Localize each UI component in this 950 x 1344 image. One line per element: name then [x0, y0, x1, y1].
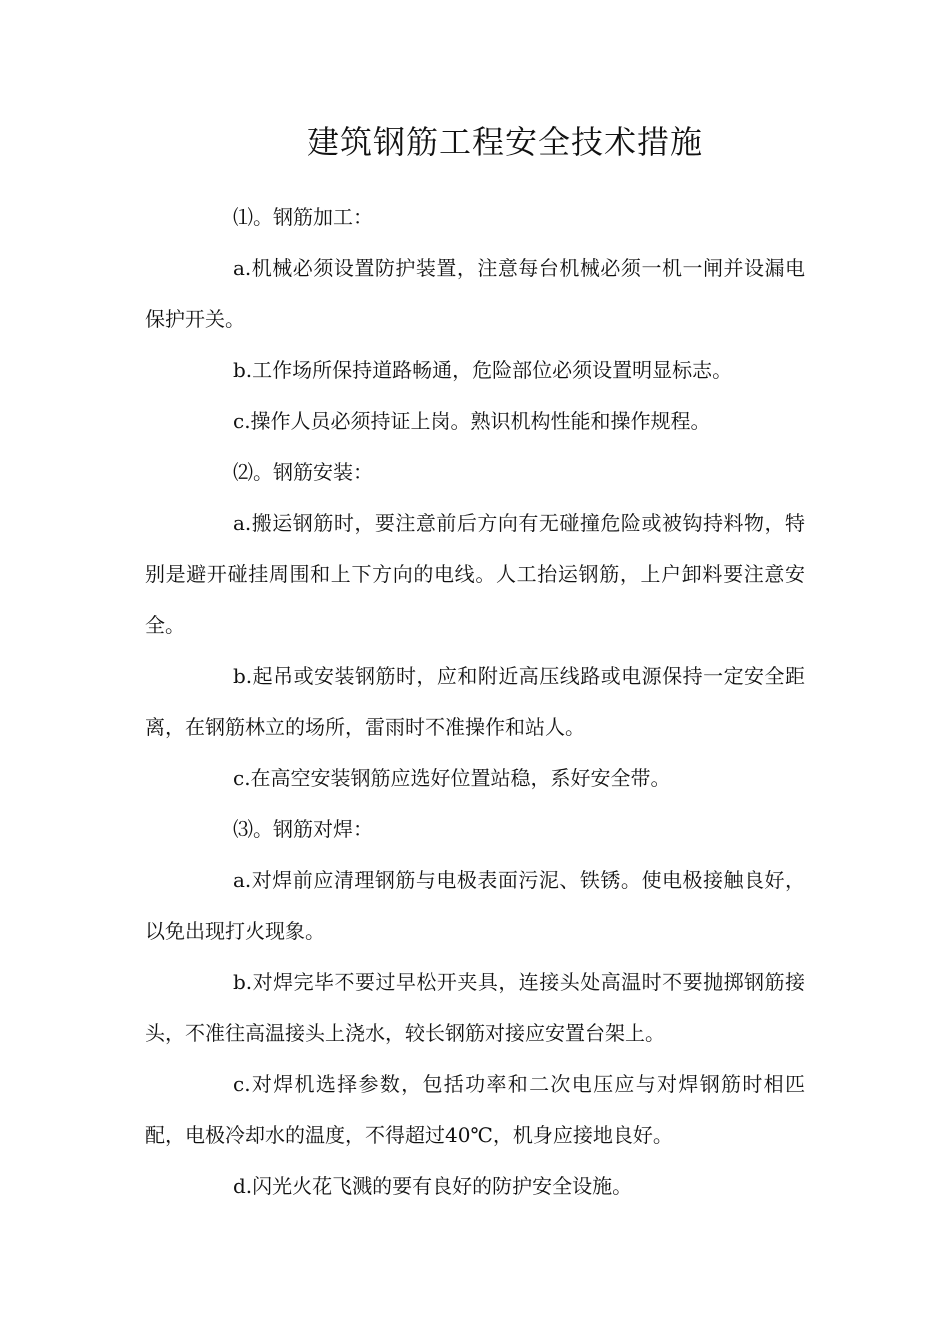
paragraph: a.搬运钢筋时，要注意前后方向有无碰撞危险或被钩持料物，特别是避开碰挂周围和上下方向的电线。人工抬运钢筋，上户卸料要注意安全。 [145, 511, 805, 637]
paragraph: b.起吊或安装钢筋时，应和附近高压线路或电源保持一定安全距离，在钢筋林立的场所，雷雨时不准操作和站人。 [145, 664, 805, 739]
paragraph: a.对焊前应清理钢筋与电极表面污泥、铁锈。使电极接触良好，以免出现打火现象。 [145, 868, 805, 943]
paragraph: b.对焊完毕不要过早松开夹具，连接头处高温时不要抛掷钢筋接头，不准往高温接头上浇水，较长钢筋对接应安置台架上。 [145, 970, 805, 1045]
section-heading-processing: ⑴。钢筋加工： [233, 205, 373, 229]
paragraph: c.在高空安装钢筋应选好位置站稳，系好安全带。 [233, 766, 671, 790]
document-title: 建筑钢筋工程安全技术措施 [306, 123, 703, 161]
paragraph: d.闪光火花飞溅的要有良好的防护安全设施。 [233, 1174, 633, 1198]
paragraph: a.机械必须设置防护装置，注意每台机械必须一机一闸并设漏电保护开关。 [145, 256, 805, 331]
section-heading-butt-welding: ⑶。钢筋对焊： [233, 817, 373, 841]
section-heading-installation: ⑵。钢筋安装： [233, 460, 373, 484]
paragraph: c.操作人员必须持证上岗。熟识机构性能和操作规程。 [233, 409, 711, 433]
paragraph: c.对焊机选择参数，包括功率和二次电压应与对焊钢筋时相匹配，电极冷却水的温度，不得超过40℃，机身应接地良好。 [145, 1072, 805, 1147]
document-body [145, 192, 805, 1212]
paragraph: b.工作场所保持道路畅通，危险部位必须设置明显标志。 [233, 358, 733, 382]
